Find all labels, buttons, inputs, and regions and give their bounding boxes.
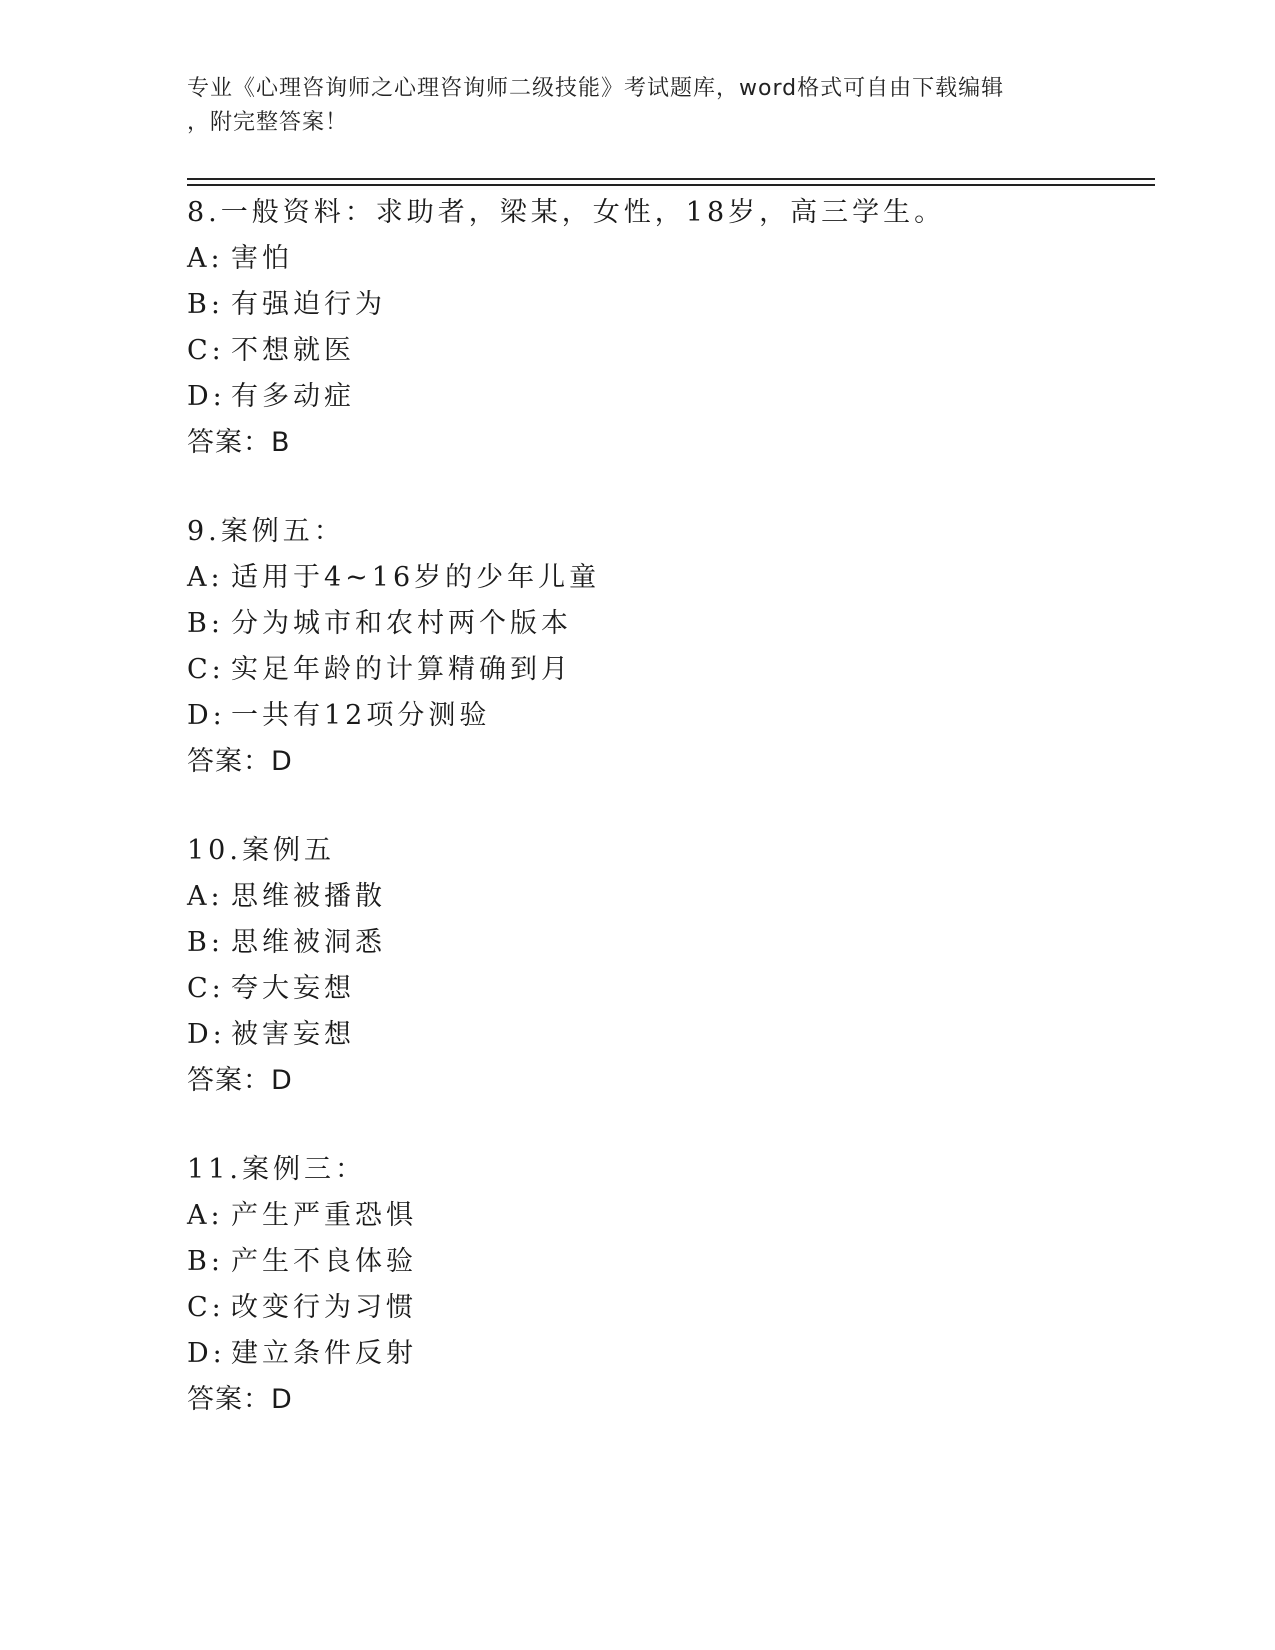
- option-text: 建立条件反射: [231, 1338, 417, 1369]
- option-letter: B:: [187, 289, 224, 320]
- option-text: 害怕: [231, 243, 293, 274]
- option-text: 分为城市和农村两个版本: [231, 608, 572, 639]
- option-text: 一共有12项分测验: [231, 700, 491, 731]
- option-text: 产生严重恐惧: [231, 1200, 417, 1231]
- header-divider-top: [187, 178, 1155, 180]
- option-c: [187, 328, 1147, 374]
- option-letter: A:: [187, 1200, 224, 1231]
- option-text: 被害妄想: [231, 1019, 355, 1050]
- option-letter: A:: [187, 562, 224, 593]
- option-letter: B:: [187, 608, 224, 639]
- option-text: 夸大妄想: [231, 973, 355, 1004]
- option-d: [187, 1012, 1147, 1058]
- option-a: [187, 1193, 1147, 1239]
- option-letter: C:: [187, 973, 225, 1004]
- answer-line: 答案：D: [187, 746, 293, 777]
- option-a: [187, 236, 1147, 282]
- option-b: [187, 282, 1147, 328]
- option-text: 实足年龄的计算精确到月: [231, 654, 572, 685]
- option-d: [187, 693, 1147, 739]
- option-b: [187, 601, 1147, 647]
- document-header: [187, 72, 1087, 140]
- question-11: [187, 1147, 1147, 1423]
- header-divider-bottom: [187, 184, 1155, 186]
- option-letter: A:: [187, 881, 224, 912]
- header-line-2: ，附完整答案！: [187, 110, 349, 135]
- option-d: [187, 374, 1147, 420]
- option-letter: A:: [187, 243, 224, 274]
- question-title: 8.一般资料：求助者，梁某，女性，18岁，高三学生。: [187, 197, 946, 228]
- option-text: 适用于4~16岁的少年儿童: [231, 562, 601, 593]
- option-d: [187, 1331, 1147, 1377]
- option-letter: D:: [187, 1338, 226, 1369]
- option-a: [187, 874, 1147, 920]
- option-text: 不想就医: [231, 335, 355, 366]
- option-letter: B:: [187, 927, 224, 958]
- option-letter: C:: [187, 335, 225, 366]
- option-b: [187, 1239, 1147, 1285]
- option-letter: B:: [187, 1246, 224, 1277]
- option-text: 有强迫行为: [231, 289, 386, 320]
- header-line-1: 专业《心理咨询师之心理咨询师二级技能》考试题库，word格式可自由下载编辑: [187, 76, 1005, 101]
- option-letter: C:: [187, 1292, 225, 1323]
- question-10: [187, 828, 1147, 1104]
- answer-line: 答案：D: [187, 1065, 293, 1096]
- option-text: 改变行为习惯: [231, 1292, 417, 1323]
- option-text: 思维被播散: [231, 881, 386, 912]
- question-title: 11.案例三：: [187, 1154, 366, 1185]
- option-c: [187, 647, 1147, 693]
- question-9: [187, 509, 1147, 785]
- option-letter: D:: [187, 1019, 226, 1050]
- option-text: 有多动症: [231, 381, 355, 412]
- answer-line: 答案：B: [187, 427, 291, 458]
- question-8: [187, 190, 1147, 466]
- option-a: [187, 555, 1147, 601]
- question-list: [187, 190, 1147, 1466]
- answer-line: 答案：D: [187, 1384, 293, 1415]
- option-b: [187, 920, 1147, 966]
- question-title: 10.案例五: [187, 835, 335, 866]
- option-letter: C:: [187, 654, 225, 685]
- question-title: 9.案例五：: [187, 516, 345, 547]
- option-text: 思维被洞悉: [231, 927, 386, 958]
- option-letter: D:: [187, 381, 226, 412]
- option-c: [187, 966, 1147, 1012]
- option-c: [187, 1285, 1147, 1331]
- option-text: 产生不良体验: [231, 1246, 417, 1277]
- option-letter: D:: [187, 700, 226, 731]
